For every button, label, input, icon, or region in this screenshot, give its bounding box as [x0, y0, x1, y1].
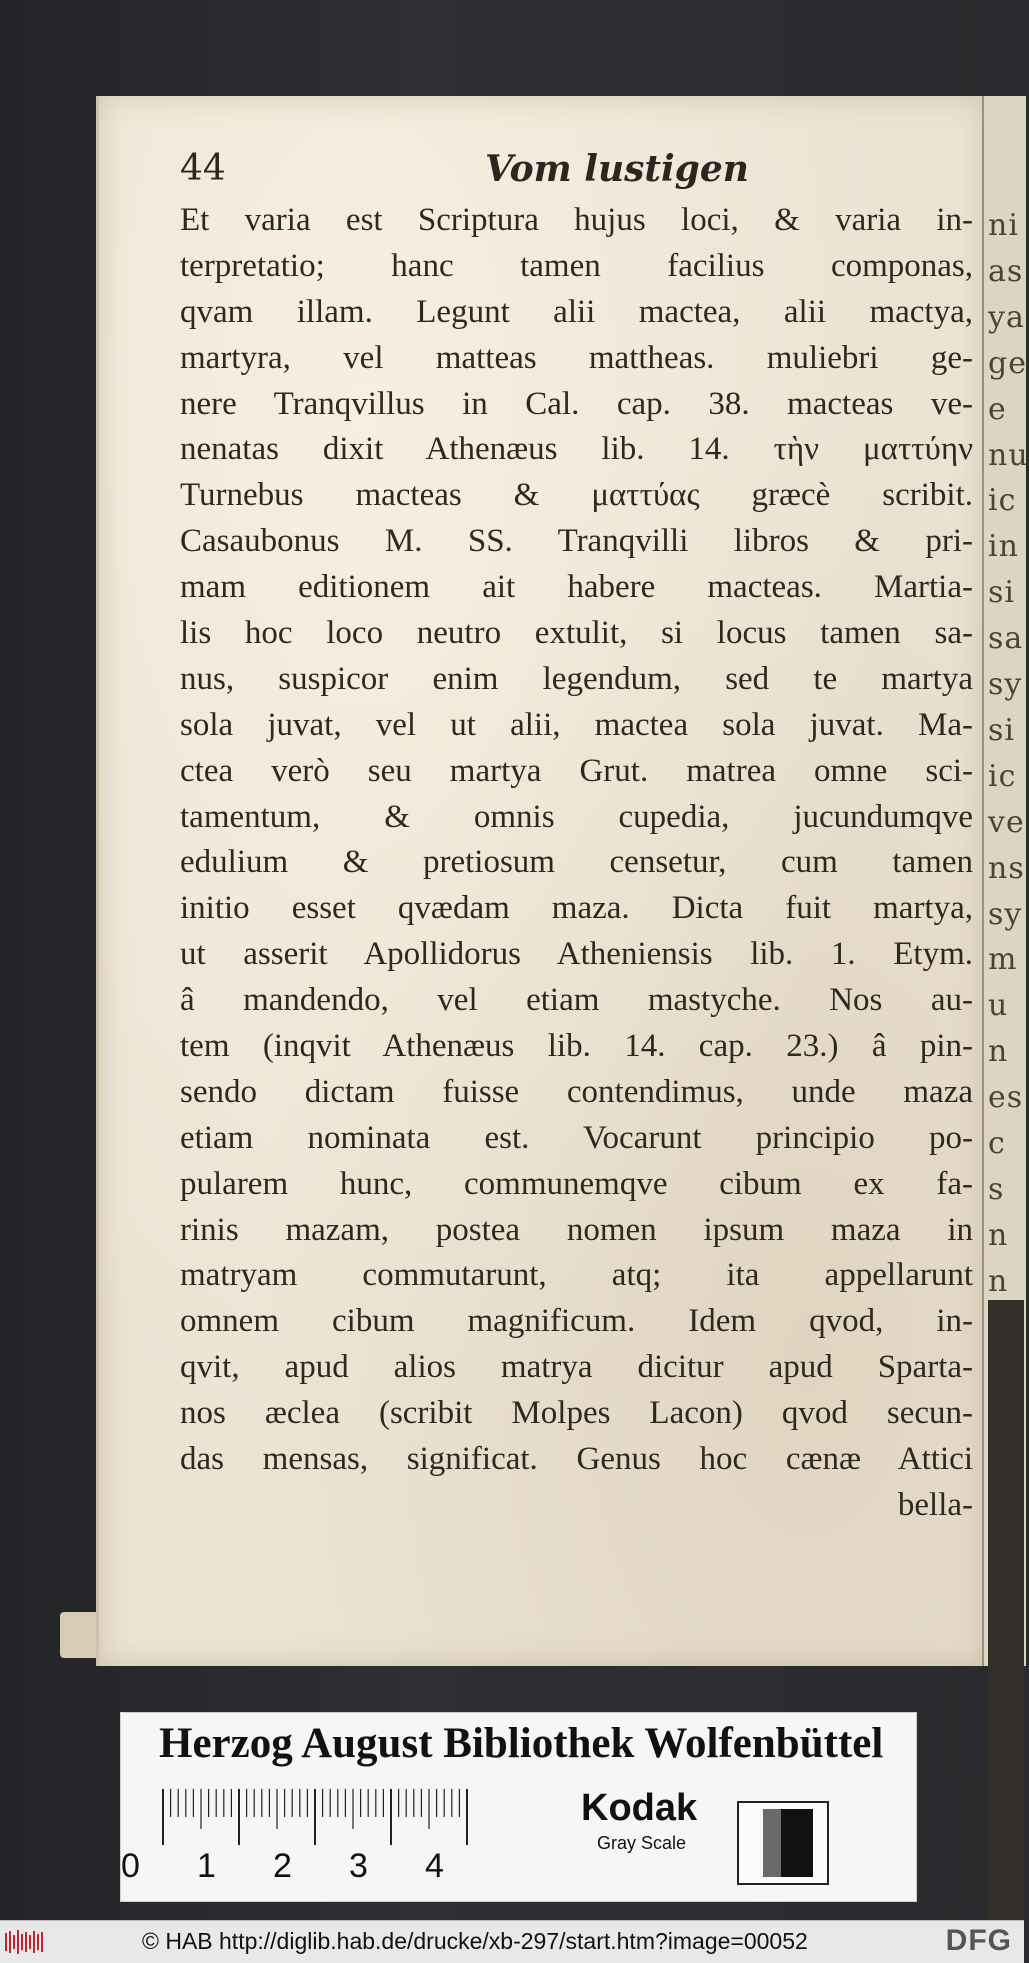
facing-page-fragment: ic — [988, 483, 1017, 519]
facing-page-fragment: in — [988, 529, 1019, 565]
facing-page-fragment: n — [988, 1034, 1009, 1070]
text-line: ut asserit Apollidorus Atheniensis lib. 1. Etym. — [180, 936, 973, 973]
text-line: qvam illam. Legunt alii mactea, alii mactya, — [180, 293, 973, 330]
page-number: 44 — [180, 148, 226, 189]
text-line: omnem cibum magnificum. Idem qvod, in- — [180, 1303, 973, 1340]
text-line: lis hoc loco neutro extulit, si locus tamen sa- — [180, 615, 973, 652]
hab-barcode-icon — [4, 1929, 46, 1955]
facing-page-fragment: si — [988, 575, 1015, 611]
facing-page-fragment: ic — [988, 758, 1017, 794]
text-line: â mandendo, vel etiam mastyche. Nos au- — [180, 982, 973, 1019]
text-line: martyra, vel matteas mattheas. muliebri ge- — [180, 339, 973, 376]
text-line: Et varia est Scriptura hujus loci, & varia in- — [180, 202, 973, 238]
gray-swatch-mid — [763, 1809, 781, 1877]
text-line: Turnebus macteas & ματτύας græcè scribit. — [180, 477, 973, 514]
facing-page-fragment: c — [988, 1126, 1006, 1161]
text-line: tem (inqvit Athenæus lib. 14. cap. 23.) â pin- — [180, 1028, 973, 1065]
facing-page-fragment: sy — [988, 896, 1023, 932]
facing-page-fragment: m — [988, 942, 1018, 978]
facing-page-fragment: n — [988, 1263, 1009, 1299]
facing-page-fragment: es — [988, 1080, 1024, 1116]
dfg-logo: DFG — [945, 1924, 1012, 1957]
facing-page-fragment: e — [988, 391, 1007, 427]
text-line: tamentum, & omnis cupedia, jucundumqve — [180, 798, 973, 835]
text-line: pularem hunc, communemqve cibum ex fa- — [180, 1165, 973, 1202]
text-line: rinis mazam, postea nomen ipsum maza in — [180, 1211, 973, 1248]
facing-page-fragment: ve — [988, 804, 1025, 840]
text-line: Casaubonus M. SS. Tranqvilli libros & pri- — [180, 523, 973, 560]
body-text — [180, 198, 973, 1529]
catchword: bella- — [897, 1486, 973, 1523]
text-line: ctea verò seu martya Grut. matrea omne sci- — [180, 752, 973, 789]
facing-page-fragment: u — [988, 988, 1009, 1024]
text-line: das mensas, significat. Genus hoc cænæ Attici — [180, 1441, 973, 1478]
facing-page-fragment: n — [988, 1217, 1009, 1253]
ruler-number: 1 — [197, 1847, 216, 1885]
text-line: nere Tranqvillus in Cal. cap. 38. macteas ve- — [180, 385, 973, 422]
gray-swatch-black — [781, 1809, 813, 1877]
ruler-number: 2 — [273, 1847, 292, 1885]
text-line: nus, suspicor enim legendum, sed te martya — [180, 660, 973, 697]
text-line: mam editionem ait habere macteas. Martia- — [180, 569, 973, 606]
color-calibration-card — [120, 1712, 917, 1902]
facing-page-fragment: ni — [988, 208, 1019, 243]
text-line: edulium & pretiosum censetur, cum tamen — [180, 844, 973, 881]
facing-page-fragment: sa — [988, 621, 1024, 657]
text-line: sendo dictam fuisse contendimus, unde maza — [180, 1073, 973, 1110]
text-line: matryam commutarunt, atq; ita appellarunt — [180, 1257, 973, 1294]
library-name: Herzog August Bibliothek Wolfenbüttel — [159, 1720, 884, 1767]
facing-page-fragment: sy — [988, 667, 1023, 702]
text-line: terpretatio; hanc tamen facilius componas, — [180, 247, 973, 284]
ruler-number: 0 — [121, 1847, 140, 1885]
ruler-number: 3 — [349, 1847, 368, 1885]
viewer-footer — [0, 1920, 1024, 1963]
facing-page-fragment: nu — [988, 437, 1029, 473]
gray-swatch — [737, 1801, 829, 1885]
facing-page-fragment: as — [988, 253, 1024, 289]
ruler-number: 4 — [425, 1847, 444, 1885]
facing-page-fragment: ns — [988, 850, 1025, 886]
facing-page-fragment: ge — [988, 345, 1027, 381]
text-line: sola juvat, vel ut alii, mactea sola juvat. Ma- — [180, 706, 973, 743]
gray-scale-label: Gray Scale — [597, 1833, 687, 1853]
facing-page-shadow — [988, 1300, 1024, 1920]
text-line: nos æclea (scribit Molpes Lacon) qvod secun- — [180, 1395, 973, 1432]
page-header — [180, 148, 984, 194]
copyright-link[interactable]: © HAB http://diglib.hab.de/drucke/xb-297/start.htm?image=00052 — [142, 1928, 808, 1954]
running-head: Vom lustigen — [485, 148, 749, 190]
kodak-logo: Kodak — [581, 1787, 698, 1829]
facing-page-fragment: si — [988, 712, 1015, 748]
text-line: qvit, apud alios matrya dicitur apud Sparta- — [180, 1349, 973, 1386]
facing-page-fragment: ya — [988, 299, 1025, 335]
facing-page-fragment: s — [988, 1171, 1005, 1207]
text-line: initio esset qvædam maza. Dicta fuit martya, — [180, 890, 973, 927]
text-line: nenatas dixit Athenæus lib. 14. τὴν ματτύην — [180, 431, 973, 468]
text-line: etiam nominata est. Vocarunt principio po- — [180, 1119, 973, 1156]
